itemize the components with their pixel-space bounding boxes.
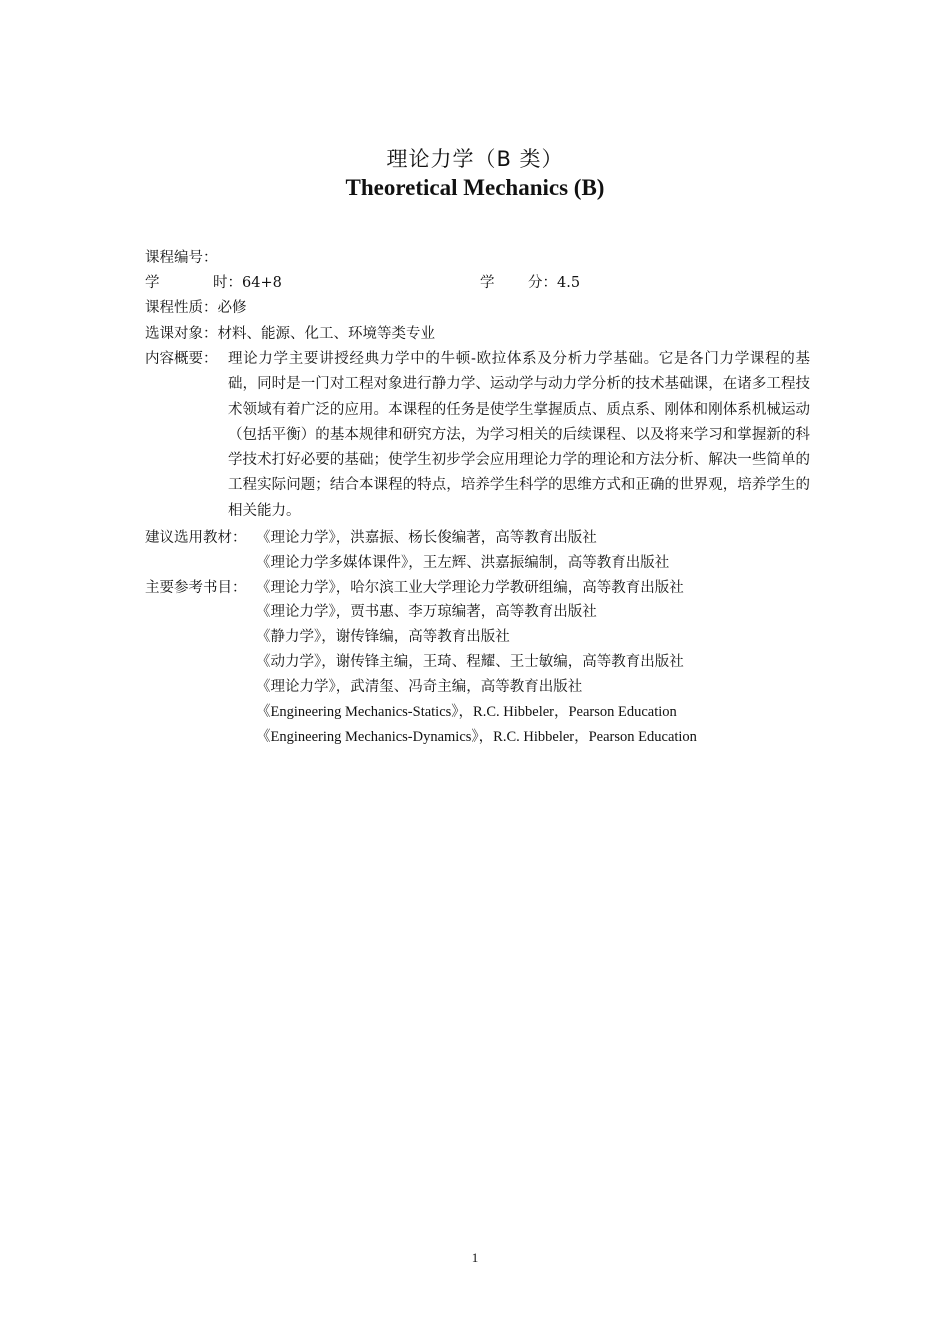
course-title-english: Theoretical Mechanics (B) (345, 175, 605, 200)
reference-item: 《Engineering Mechanics-Dynamics》，R.C. Hibbeler，Pearson Education (256, 729, 697, 745)
reference-item: 《Engineering Mechanics-Statics》，R.C. Hibbeler，Pearson Education (256, 704, 677, 720)
references-label: 主要参考书目： (145, 580, 247, 596)
reference-item: 《动力学》，谢传锋主编，王琦、程耀、王士敏编，高等教育出版社 (256, 654, 684, 670)
summary-label: 内容概要： (145, 351, 218, 367)
textbook-item: 《理论力学多媒体课件》，王左辉、洪嘉振编制，高等教育出版社 (256, 555, 670, 571)
target-students-value: 材料、能源、化工、环境等类专业 (217, 326, 435, 342)
course-code-row (145, 246, 218, 271)
credits-row (480, 271, 580, 296)
target-students-row (145, 322, 435, 347)
hours-label-part1: 学 (145, 275, 160, 291)
reference-item: 《理论力学》，贾书惠、李万琼编著，高等教育出版社 (256, 604, 597, 620)
summary-text: 理论力学主要讲授经典力学中的牛顿-欧拉体系及分析力学基础。它是各门力学课程的基础，同时是一门对工程对象进行静力学、运动学与动力学分析的技术基础课，在诸多工程技术领域有着广泛的应用。本课程的任务是使学生掌握质点、质点系、刚体和刚体系机械运动（包括平衡）的基本规律和研究方法，为学习相关的后续课程、以及将来学习和掌握新的科学技术打好必要的基础；使学生初步学会应用理论力学的理论和方法分析、解决一些简单的工程实际问题；结合本课程的特点，培养学生科学的思维方式和正确的世界观，培养学生的相关能力。 (228, 351, 810, 519)
page-number: 1 (471, 1250, 479, 1265)
course-nature-value: 必修 (217, 300, 247, 316)
course-title-chinese: 理论力学（B 类） (386, 147, 564, 171)
textbooks-label: 建议选用教材： (145, 530, 247, 546)
course-nature-label: 课程性质： (145, 300, 218, 316)
course-nature-row (145, 296, 247, 321)
hours-value: 64+8 (242, 275, 282, 291)
reference-item: 《静力学》，谢传锋编，高等教育出版社 (256, 629, 510, 645)
course-code-label: 课程编号： (145, 250, 218, 266)
hours-label-part2: 时： (213, 275, 242, 291)
target-students-label: 选课对象： (145, 326, 218, 342)
reference-item: 《理论力学》，武清玺、冯奇主编，高等教育出版社 (256, 679, 583, 695)
hours-row (145, 271, 282, 296)
credits-label-part1: 学 (480, 275, 495, 291)
credits-value: 4.5 (557, 275, 581, 291)
credits-label-part2: 分： (528, 275, 557, 291)
textbook-item: 《理论力学》，洪嘉振、杨长俊编著，高等教育出版社 (256, 530, 597, 546)
reference-item: 《理论力学》，哈尔滨工业大学理论力学教研组编，高等教育出版社 (256, 580, 684, 596)
